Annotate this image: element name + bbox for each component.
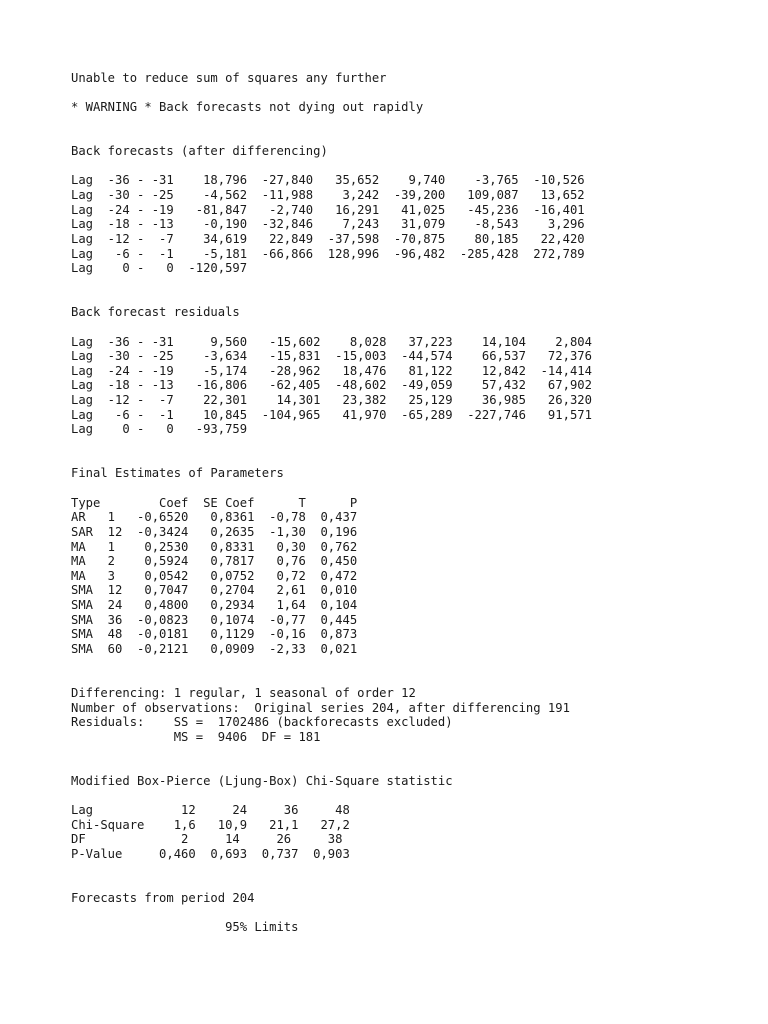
- residuals-row: Lag -36 - -31 9,560 -15,602 8,028 37,223 14,104 2,804: [71, 334, 592, 349]
- ljung-box-row: DF 2 14 26 38: [71, 832, 343, 847]
- residuals-row: Lag -30 - -25 -3,634 -15,831 -15,003 -44,574 66,537 72,376: [71, 349, 592, 364]
- forecasts-title: Forecasts from period 204: [71, 890, 255, 905]
- parameter-row: SMA 60 -0,2121 0,0909 -2,33 0,021: [71, 641, 358, 656]
- back-forecasts-row: Lag -6 - -1 -5,181 -66,866 128,996 -96,482 -285,428 272,789: [71, 246, 585, 261]
- back-forecasts-row: Lag -24 - -19 -81,847 -2,740 16,291 41,025 -45,236 -16,401: [71, 202, 585, 217]
- back-forecasts-row: Lag -12 - -7 34,619 22,849 -37,598 -70,875 80,185 22,420: [71, 232, 585, 247]
- residuals-row: Lag -18 - -13 -16,806 -62,405 -48,602 -49,059 57,432 67,902: [71, 378, 592, 393]
- spacer: [71, 86, 592, 101]
- spacer: [71, 437, 592, 452]
- spacer: [71, 759, 592, 774]
- final-estimates-title: Final Estimates of Parameters: [71, 466, 284, 481]
- limits-header: 95% Limits: [71, 920, 299, 935]
- parameter-row: MA 2 0,5924 0,7817 0,76 0,450: [71, 554, 358, 569]
- parameter-row: SMA 12 0,7047 0,2704 2,61 0,010: [71, 583, 358, 598]
- spacer: [71, 671, 592, 686]
- residuals-row: Lag -24 - -19 -5,174 -28,962 18,476 81,122 12,842 -14,414: [71, 363, 592, 378]
- spacer: [71, 159, 592, 174]
- back-forecasts-row: Lag -36 - -31 18,796 -27,840 35,652 9,740 -3,765 -10,526: [71, 173, 585, 188]
- reduce-warning-message: Unable to reduce sum of squares any further: [71, 71, 387, 85]
- spacer: [71, 876, 592, 891]
- spacer: [71, 115, 592, 130]
- parameter-row: SMA 24 0,4800 0,2934 1,64 0,104: [71, 598, 358, 613]
- back-forecasts-row: Lag -30 - -25 -4,562 -11,988 3,242 -39,200 109,087 13,652: [71, 188, 585, 203]
- spacer: [71, 657, 592, 672]
- spacer: [71, 276, 592, 291]
- ljung-box-title: Modified Box-Pierce (Ljung-Box) Chi-Square statistic: [71, 773, 453, 788]
- spacer: [71, 320, 592, 335]
- parameters-table-header: Type Coef SE Coef T P: [71, 495, 358, 510]
- residuals-row: Lag -12 - -7 22,301 14,301 23,382 25,129 36,985 26,320: [71, 393, 592, 408]
- back-forecasts-row: Lag -18 - -13 -0,190 -32,846 7,243 31,079 -8,543 3,296: [71, 217, 585, 232]
- ljung-box-row: Chi-Square 1,6 10,9 21,1 27,2: [71, 817, 350, 832]
- backforecast-warning-message: * WARNING * Back forecasts not dying out rapidly: [71, 100, 424, 115]
- spacer: [71, 862, 592, 877]
- spacer: [71, 291, 592, 306]
- spacer: [71, 130, 592, 145]
- spacer: [71, 906, 592, 921]
- parameter-row: SMA 36 -0,0823 0,1074 -0,77 0,445: [71, 612, 358, 627]
- parameter-row: AR 1 -0,6520 0,8361 -0,78 0,437: [71, 510, 358, 525]
- parameter-row: SMA 48 -0,0181 0,1129 -0,16 0,873: [71, 627, 358, 642]
- ljung-box-row: P-Value 0,460 0,693 0,737 0,903: [71, 846, 350, 861]
- back-forecasts-row: Lag 0 - 0 -120,597: [71, 261, 248, 276]
- parameter-row: MA 3 0,0542 0,0752 0,72 0,472: [71, 568, 358, 583]
- differencing-line: Differencing: 1 regular, 1 seasonal of order 12: [71, 685, 416, 700]
- spacer: [71, 481, 592, 496]
- residuals-ms-line: MS = 9406 DF = 181: [71, 729, 321, 744]
- observations-line: Number of observations: Original series 204, after differencing 191: [71, 700, 570, 715]
- spacer: [71, 744, 592, 759]
- back-forecasts-title: Back forecasts (after differencing): [71, 144, 328, 159]
- ljung-box-row: Lag 12 24 36 48: [71, 803, 350, 818]
- back-forecast-residuals-title: Back forecast residuals: [71, 305, 240, 320]
- parameter-row: SAR 12 -0,3424 0,2635 -1,30 0,196: [71, 524, 358, 539]
- spacer: [71, 788, 592, 803]
- parameter-row: MA 1 0,2530 0,8331 0,30 0,762: [71, 539, 358, 554]
- residuals-ss-line: Residuals: SS = 1702486 (backforecasts excluded): [71, 715, 453, 730]
- residuals-row: Lag -6 - -1 10,845 -104,965 41,970 -65,289 -227,746 91,571: [71, 407, 592, 422]
- spacer: [71, 452, 592, 467]
- session-output: [71, 71, 592, 935]
- residuals-row: Lag 0 - 0 -93,759: [71, 422, 248, 437]
